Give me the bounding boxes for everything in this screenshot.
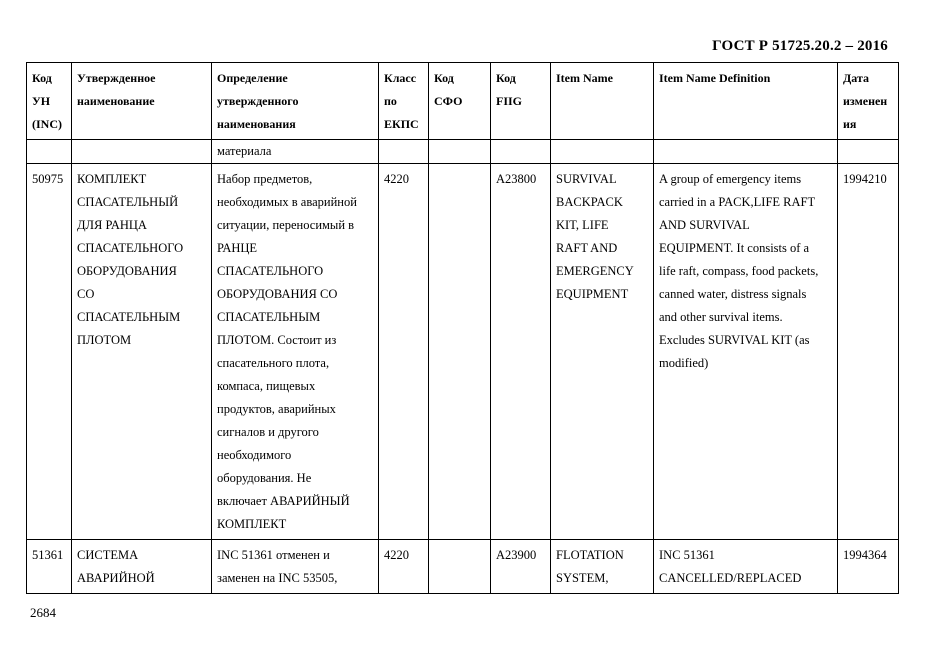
table-cell <box>491 140 551 164</box>
cell-change-date: 1994210 <box>838 164 899 540</box>
cell-fiig: A23800 <box>491 164 551 540</box>
table-cell <box>27 140 72 164</box>
table-row <box>27 540 899 594</box>
header-change-date: Дата изменен ия <box>838 63 899 140</box>
header-inc: Код УН (INC) <box>27 63 72 140</box>
cell-inc: 50975 <box>27 164 72 540</box>
header-sfo: Код СФО <box>429 63 491 140</box>
header-item-name-definition: Item Name Definition <box>654 63 838 140</box>
cell-item-name-definition: A group of emergency items carried in a PACK,LIFE RAFT AND SURVIVAL EQUIPMENT. It consists of a life raft, compass, food packets, canned water, distress signals and other survival items. Excludes SURVIVAL KIT (as modified) <box>654 164 838 540</box>
page-number: 2684 <box>30 605 56 620</box>
cell-change-date: 1994364 <box>838 540 899 594</box>
table-cell <box>551 140 654 164</box>
header-approved-name: Утвержденное наименование <box>72 63 212 140</box>
cell-sfo <box>429 164 491 540</box>
document-standard-header: ГОСТ Р 51725.20.2 – 2016 <box>712 38 888 54</box>
header-class: Класс по ЕКПС <box>379 63 429 140</box>
cell-definition: Набор предметов, необходимых в аварийной ситуации, переносимый в РАНЦЕ СПАСАТЕЛЬНОГО ОБОРУДОВАНИЯ СО СПАСАТЕЛЬНЫМ ПЛОТОМ. Состоит из спасательного плота, компаса, пищевых продуктов, аварийных сигналов и другого необходимого оборудования. Не включает АВАРИЙНЫЙ КОМПЛЕКТ <box>212 164 379 540</box>
cell-fiig: A23900 <box>491 540 551 594</box>
cell-class: 4220 <box>379 540 429 594</box>
cell-inc: 51361 <box>27 540 72 594</box>
cell-approved-name: КОМПЛЕКТ СПАСАТЕЛЬНЫЙ ДЛЯ РАНЦА СПАСАТЕЛЬНОГО ОБОРУДОВАНИЯ СО СПАСАТЕЛЬНЫМ ПЛОТОМ <box>72 164 212 540</box>
cell-definition: INC 51361 отменен и заменен на INC 53505, <box>212 540 379 594</box>
table-row <box>27 164 899 540</box>
cell-class: 4220 <box>379 164 429 540</box>
cell-item-name: FLOTATION SYSTEM, <box>551 540 654 594</box>
table-cell <box>379 140 429 164</box>
table-header-row <box>27 63 899 140</box>
header-definition: Определение утвержденного наименования <box>212 63 379 140</box>
table-row-continuation <box>27 140 899 164</box>
cell-approved-name: СИСТЕМА АВАРИЙНОЙ <box>72 540 212 594</box>
cell-sfo <box>429 540 491 594</box>
catalog-table <box>26 62 899 594</box>
cell-item-name: SURVIVAL BACKPACK KIT, LIFE RAFT AND EMERGENCY EQUIPMENT <box>551 164 654 540</box>
table-cell <box>654 140 838 164</box>
table-cell: материала <box>212 140 379 164</box>
table-cell <box>72 140 212 164</box>
table-cell <box>429 140 491 164</box>
table-cell <box>838 140 899 164</box>
header-item-name: Item Name <box>551 63 654 140</box>
cell-item-name-definition: INC 51361 CANCELLED/REPLACED <box>654 540 838 594</box>
header-fiig: Код FIIG <box>491 63 551 140</box>
